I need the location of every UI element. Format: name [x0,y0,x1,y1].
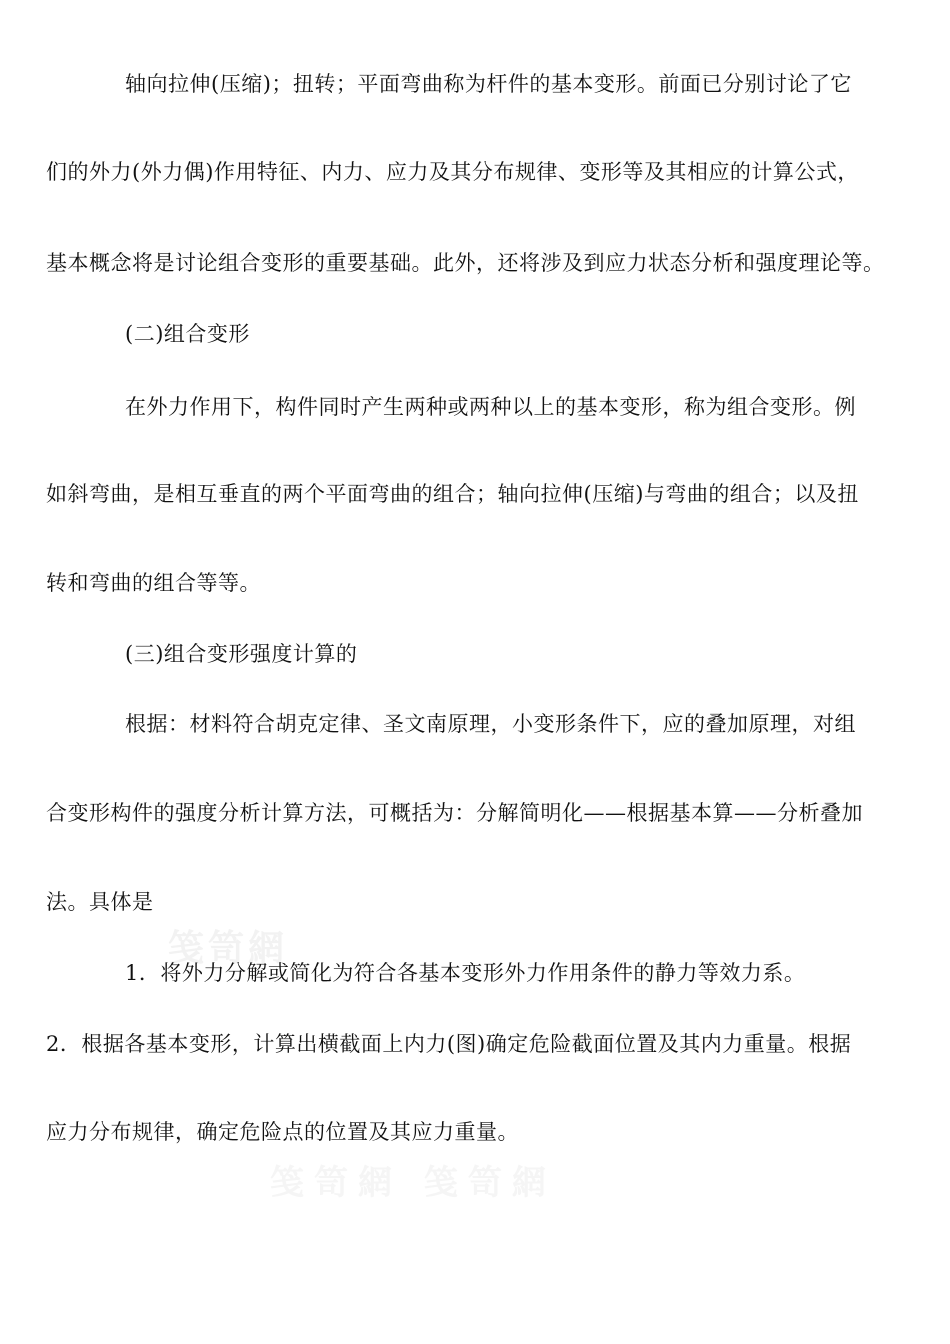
watermark-logo: 笺笥網 笺笥網 [270,1163,556,1203]
section-heading: (二)组合变形 [125,322,250,346]
paragraph-line: 如斜弯曲，是相互垂直的两个平面弯曲的组合；轴向拉伸(压缩)与弯曲的组合；以及扭 [46,482,859,506]
paragraph-line: 转和弯曲的组合等等。 [46,571,261,595]
list-item: 2．根据各基本变形，计算出横截面上内力(图)确定危险截面位置及其内力重量。根据 [46,1032,852,1056]
paragraph-line: 在外力作用下，构件同时产生两种或两种以上的基本变形，称为组合变形。例 [125,395,856,419]
paragraph-line: 应力分布规律，确定危险点的位置及其应力重量。 [46,1120,519,1144]
paragraph-line: 法。具体是 [46,890,154,914]
watermark-logo: 笺笥網 [168,928,289,969]
section-heading: (三)组合变形强度计算的 [125,642,358,666]
paragraph-line: 基本概念将是讨论组合变形的重要基础。此外，还将涉及到应力状态分析和强度理论等。 [46,251,885,275]
paragraph-line: 轴向拉伸(压缩)；扭转；平面弯曲称为杆件的基本变形。前面已分别讨论了它 [125,72,852,96]
paragraph-line: 合变形构件的强度分析计算方法，可概括为：分解简明化——根据基本算——分析叠加 [46,801,863,825]
paragraph-line: 们的外力(外力偶)作用特征、内力、应力及其分布规律、变形等及其相应的计算公式， [46,160,859,184]
list-item: 1．将外力分解或简化为符合各基本变形外力作用条件的静力等效力系。 [125,961,806,985]
paragraph-line: 根据：材料符合胡克定律、圣文南原理，小变形条件下，应的叠加原理，对组 [125,712,856,736]
